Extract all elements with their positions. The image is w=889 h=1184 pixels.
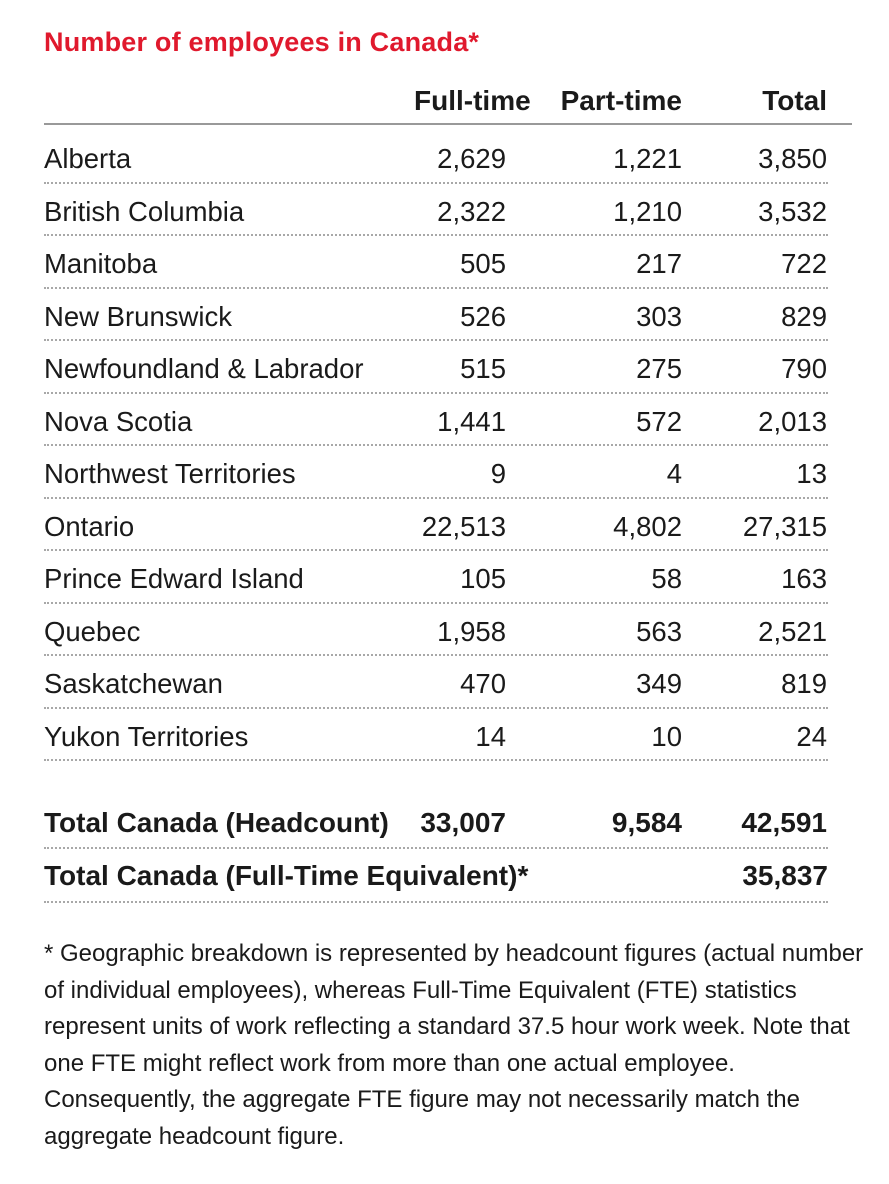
total-full-time-value: 33,007 <box>420 807 506 838</box>
table-row <box>44 499 828 552</box>
total-value: 2,013 <box>758 405 827 437</box>
total-value: 790 <box>781 353 827 385</box>
full-time-value: 1,958 <box>437 615 506 647</box>
part-time-value: 1,210 <box>613 195 682 227</box>
total-value: 3,850 <box>758 143 827 175</box>
table-header-row <box>44 79 852 125</box>
full-time-value: 1,441 <box>437 405 506 437</box>
part-time-value: 303 <box>636 300 682 332</box>
province-name: Ontario <box>44 510 135 542</box>
part-time-value: 349 <box>636 668 682 700</box>
total-value: 2,521 <box>758 615 827 647</box>
province-name: Nova Scotia <box>44 405 193 437</box>
part-time-value: 572 <box>636 405 682 437</box>
province-name: Saskatchewan <box>44 668 223 700</box>
part-time-value: 275 <box>636 353 682 385</box>
province-name: New Brunswick <box>44 300 232 332</box>
total-headcount-value: 42,591 <box>741 807 827 838</box>
total-value: 3,532 <box>758 195 827 227</box>
full-time-value: 9 <box>490 458 506 490</box>
part-time-value: 563 <box>636 615 682 647</box>
header-total: Total <box>762 85 827 116</box>
full-time-value: 515 <box>460 353 506 385</box>
full-time-value: 505 <box>460 248 506 280</box>
full-time-value: 2,322 <box>437 195 506 227</box>
total-part-time-value: 9,584 <box>611 807 682 838</box>
footnote: * Geographic breakdown is represented by headcount figures (actual number of individual employees), whereas Full-Time Equivalent (FTE) statistics represent units of work reflecting a standard 37.5 hour work week. Note that one FTE might reflect work from more than one actual employee. Consequently, the aggregate FTE figure may not necessarily match the aggregate headcount figure. <box>44 940 864 1150</box>
province-name: Northwest Territories <box>44 458 296 490</box>
province-name: Manitoba <box>44 248 158 280</box>
table-row <box>44 184 828 237</box>
table-row <box>44 709 828 762</box>
part-time-value: 217 <box>636 248 682 280</box>
table-row <box>44 289 828 342</box>
part-time-value: 10 <box>651 720 682 752</box>
province-name: Newfoundland & Labrador <box>44 353 364 385</box>
table-row <box>44 604 828 657</box>
full-time-value: 22,513 <box>421 510 506 542</box>
total-value: 13 <box>796 458 827 490</box>
total-value: 829 <box>781 300 827 332</box>
part-time-value: 4,802 <box>613 510 682 542</box>
part-time-value: 58 <box>651 563 682 595</box>
table-row <box>44 341 828 394</box>
total-fte-value: 35,837 <box>742 860 828 891</box>
part-time-value: 1,221 <box>613 143 682 175</box>
province-name: Prince Edward Island <box>44 563 304 595</box>
header-full-time: Full-time <box>414 85 531 116</box>
province-name: British Columbia <box>44 195 245 227</box>
total-headcount-row <box>44 761 828 849</box>
total-value: 163 <box>781 563 827 595</box>
total-value: 722 <box>781 248 827 280</box>
total-value: 819 <box>781 668 827 700</box>
total-fte-label: Total Canada (Full-Time Equivalent)* <box>44 860 529 891</box>
header-part-time: Part-time <box>560 85 682 116</box>
table-row <box>44 394 828 447</box>
full-time-value: 105 <box>460 563 506 595</box>
part-time-value: 4 <box>666 458 682 490</box>
total-value: 27,315 <box>742 510 827 542</box>
table-body <box>44 131 852 903</box>
table-row <box>44 236 828 289</box>
total-value: 24 <box>796 720 827 752</box>
table-row <box>44 446 828 499</box>
full-time-value: 526 <box>460 300 506 332</box>
full-time-value: 470 <box>460 668 506 700</box>
province-name: Alberta <box>44 143 132 175</box>
full-time-value: 14 <box>475 720 506 752</box>
province-name: Quebec <box>44 615 141 647</box>
table-title: Number of employees in Canada* <box>44 27 480 57</box>
table-row <box>44 656 828 709</box>
table-row <box>44 131 828 184</box>
total-headcount-label: Total Canada (Headcount) <box>44 807 389 838</box>
employee-table-panel <box>44 22 864 1179</box>
full-time-value: 2,629 <box>437 143 506 175</box>
total-fte-row <box>44 849 828 903</box>
table-row <box>44 551 828 604</box>
province-name: Yukon Territories <box>44 720 249 752</box>
